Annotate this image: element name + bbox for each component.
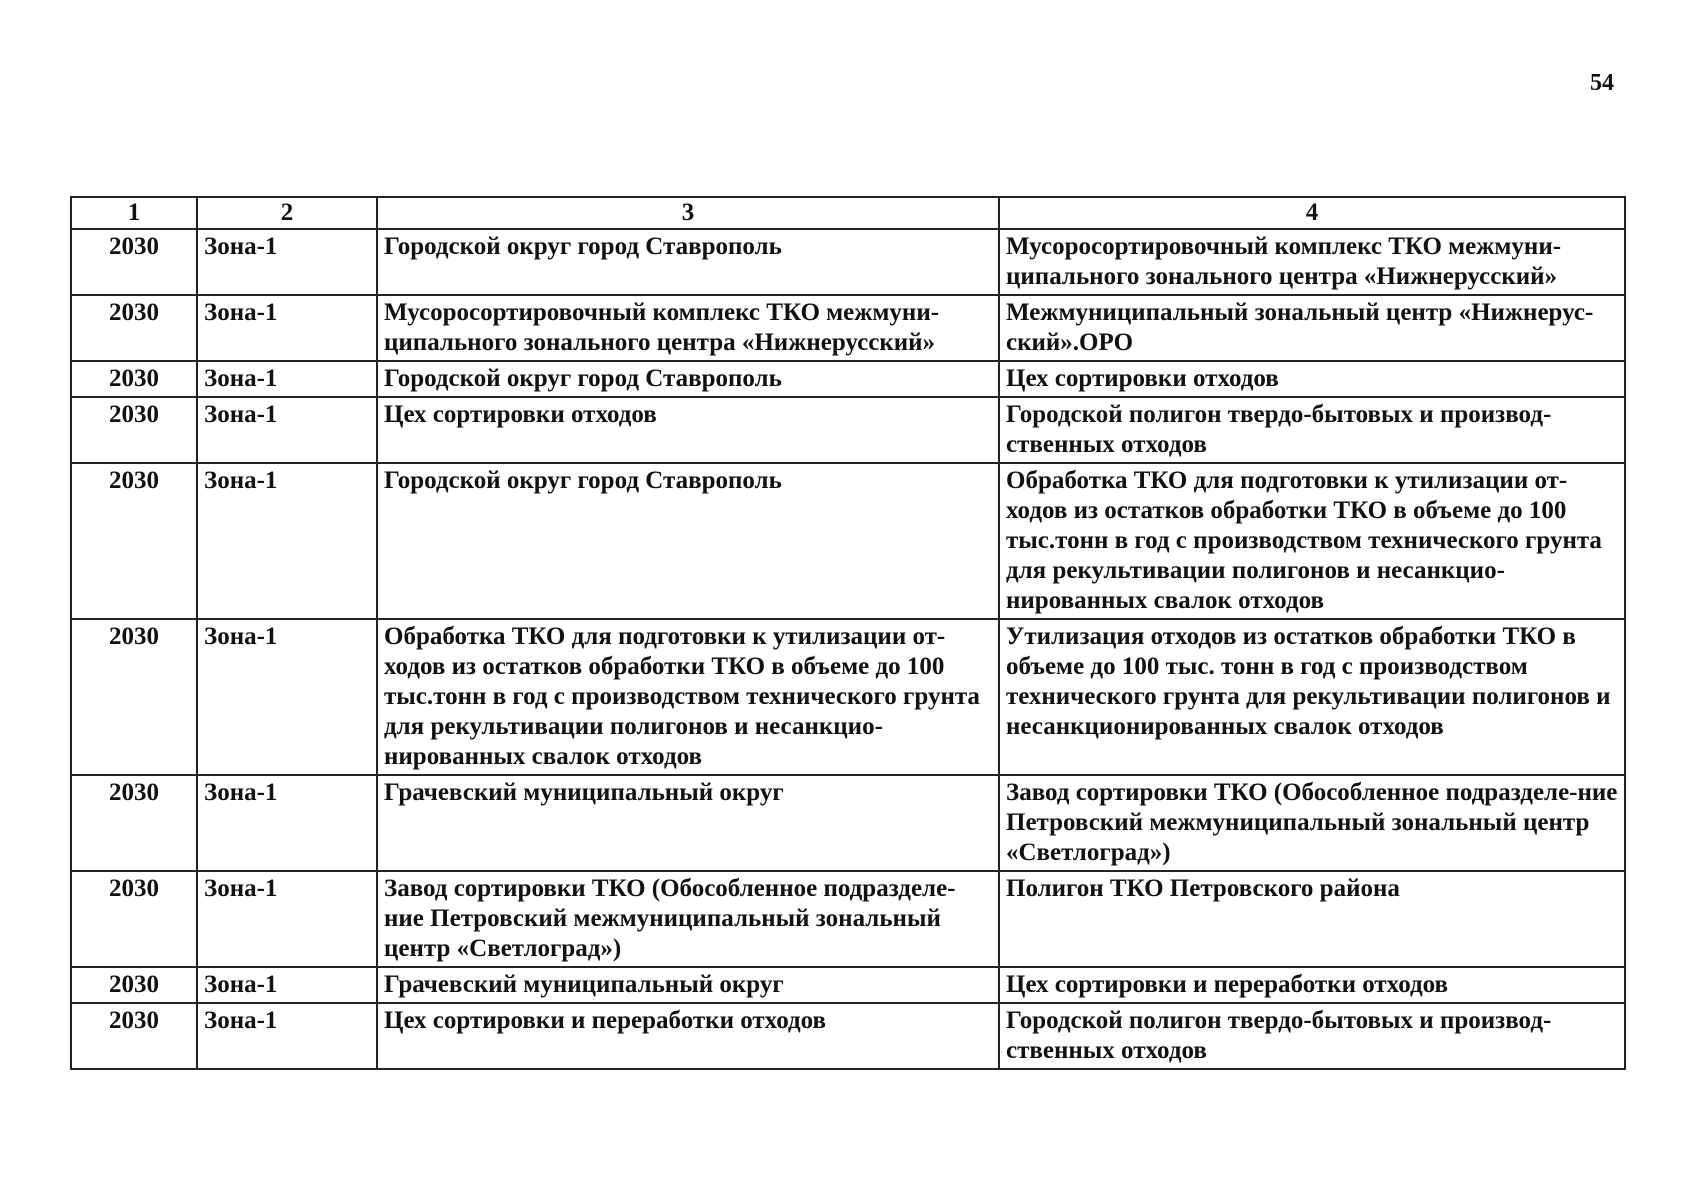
source-cell: Завод сортировки ТКО (Обособленное подразделе-ние Петровский межмуниципальный зональный центр «Светлоград») bbox=[377, 871, 999, 967]
year-cell: 2030 bbox=[71, 295, 197, 361]
source-cell: Городской округ город Ставрополь bbox=[377, 229, 999, 295]
source-cell: Цех сортировки отходов bbox=[377, 397, 999, 463]
source-cell: Городской округ город Ставрополь bbox=[377, 463, 999, 619]
table-row bbox=[71, 229, 1625, 295]
source-cell: Цех сортировки и переработки отходов bbox=[377, 1003, 999, 1069]
destination-cell: Полигон ТКО Петровского района bbox=[999, 871, 1625, 967]
year-cell: 2030 bbox=[71, 229, 197, 295]
year-cell: 2030 bbox=[71, 967, 197, 1003]
table-row bbox=[71, 967, 1625, 1003]
page-number: 54 bbox=[1590, 70, 1614, 96]
year-cell: 2030 bbox=[71, 463, 197, 619]
zone-cell: Зона-1 bbox=[197, 967, 377, 1003]
source-cell: Грачевский муниципальный округ bbox=[377, 967, 999, 1003]
column-header-2: 2 bbox=[197, 197, 377, 229]
year-cell: 2030 bbox=[71, 361, 197, 397]
table-row bbox=[71, 361, 1625, 397]
zone-cell: Зона-1 bbox=[197, 361, 377, 397]
source-cell: Грачевский муниципальный округ bbox=[377, 775, 999, 871]
source-cell: Мусоросортировочный комплекс ТКО межмуни-ципального зонального центра «Нижнерусский» bbox=[377, 295, 999, 361]
column-header-1: 1 bbox=[71, 197, 197, 229]
column-header-4: 4 bbox=[999, 197, 1625, 229]
destination-cell: Городской полигон твердо-бытовых и производ-ственных отходов bbox=[999, 397, 1625, 463]
table-row bbox=[71, 397, 1625, 463]
waste-flow-table-container bbox=[70, 196, 1624, 1070]
table-row bbox=[71, 775, 1625, 871]
destination-cell: Мусоросортировочный комплекс ТКО межмуни-ципального зонального центра «Нижнерусский» bbox=[999, 229, 1625, 295]
table-row bbox=[71, 295, 1625, 361]
destination-cell: Обработка ТКО для подготовки к утилизации от-ходов из остатков обработки ТКО в объеме до 100 тыс.тонн в год с производством технического грунта для рекультивации полигонов и несанкцио-нированных свалок отходов bbox=[999, 463, 1625, 619]
waste-flow-table bbox=[70, 196, 1626, 1070]
year-cell: 2030 bbox=[71, 775, 197, 871]
source-cell: Обработка ТКО для подготовки к утилизации от-ходов из остатков обработки ТКО в объеме до 100 тыс.тонн в год с производством технического грунта для рекультивации полигонов и несанкцио-нированных свалок отходов bbox=[377, 619, 999, 775]
table-row bbox=[71, 871, 1625, 967]
destination-cell: Завод сортировки ТКО (Обособленное подразделе-ние Петровский межмуниципальный зональный центр «Светлоград») bbox=[999, 775, 1625, 871]
zone-cell: Зона-1 bbox=[197, 871, 377, 967]
table-row bbox=[71, 619, 1625, 775]
year-cell: 2030 bbox=[71, 871, 197, 967]
destination-cell: Межмуниципальный зональный центр «Нижнерус-ский».ОРО bbox=[999, 295, 1625, 361]
table-row bbox=[71, 1003, 1625, 1069]
destination-cell: Цех сортировки отходов bbox=[999, 361, 1625, 397]
year-cell: 2030 bbox=[71, 397, 197, 463]
year-cell: 2030 bbox=[71, 1003, 197, 1069]
table-header-row bbox=[71, 197, 1625, 229]
zone-cell: Зона-1 bbox=[197, 1003, 377, 1069]
table-row bbox=[71, 463, 1625, 619]
zone-cell: Зона-1 bbox=[197, 463, 377, 619]
destination-cell: Цех сортировки и переработки отходов bbox=[999, 967, 1625, 1003]
column-header-3: 3 bbox=[377, 197, 999, 229]
source-cell: Городской округ город Ставрополь bbox=[377, 361, 999, 397]
year-cell: 2030 bbox=[71, 619, 197, 775]
zone-cell: Зона-1 bbox=[197, 397, 377, 463]
zone-cell: Зона-1 bbox=[197, 229, 377, 295]
zone-cell: Зона-1 bbox=[197, 775, 377, 871]
destination-cell: Городской полигон твердо-бытовых и производ-ственных отходов bbox=[999, 1003, 1625, 1069]
zone-cell: Зона-1 bbox=[197, 295, 377, 361]
zone-cell: Зона-1 bbox=[197, 619, 377, 775]
destination-cell: Утилизация отходов из остатков обработки ТКО в объеме до 100 тыс. тонн в год с производством технического грунта для рекультивации полигонов и несанкционированных свалок отходов bbox=[999, 619, 1625, 775]
